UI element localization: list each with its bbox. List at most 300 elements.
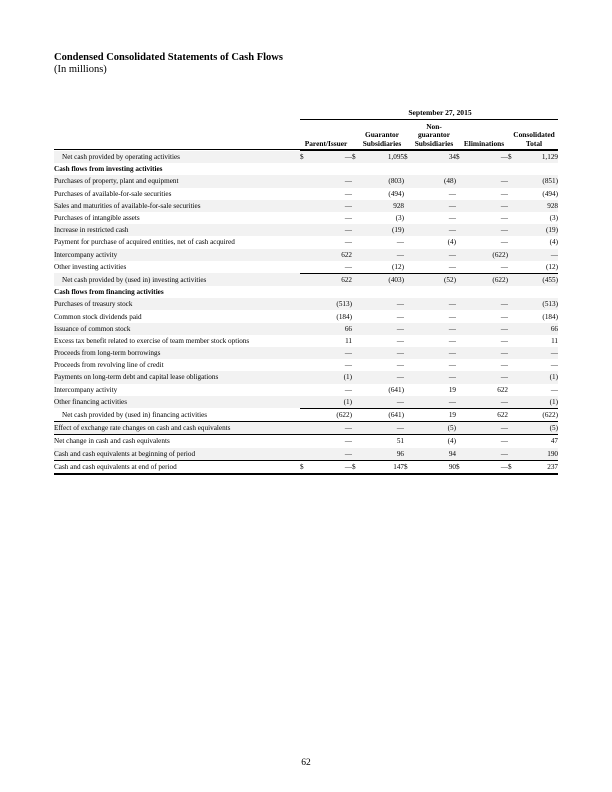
currency-symbol <box>456 335 466 347</box>
column-header-parent-issuer <box>300 122 352 148</box>
column-header-non-guarantor-subsidiaries <box>408 122 460 148</box>
cell-value: — <box>466 200 508 212</box>
cell-value: (851) <box>518 175 558 187</box>
cell-value: — <box>448 189 456 198</box>
cell-value: 96 <box>362 448 404 461</box>
currency-symbol <box>404 310 414 322</box>
row-label: Payment for purchase of acquired entities, net of cash acquired <box>54 238 235 247</box>
currency-symbol <box>352 298 362 310</box>
row-label: Excess tax benefit related to exercise of team member stock options <box>54 336 250 345</box>
row-label: Cash flows from financing activities <box>54 288 164 297</box>
cell-value: — <box>310 448 352 461</box>
cell-value: (403) <box>362 273 404 286</box>
currency-symbol <box>404 422 414 435</box>
currency-symbol <box>352 359 362 371</box>
currency-symbol <box>300 175 310 187</box>
currency-symbol <box>456 396 466 409</box>
cell-value: (4) <box>549 238 558 247</box>
table-row <box>54 460 558 474</box>
table-row <box>54 384 558 396</box>
cell-value: — <box>414 200 456 212</box>
cell-value: — <box>500 312 508 321</box>
cell-value: — <box>362 347 404 359</box>
currency-symbol <box>404 188 414 200</box>
currency-symbol <box>404 335 414 347</box>
currency-symbol <box>508 408 518 421</box>
currency-symbol: $ <box>300 151 310 164</box>
cell-value: 147 <box>362 460 404 474</box>
currency-symbol <box>352 261 362 274</box>
currency-symbol <box>404 371 414 383</box>
currency-symbol <box>456 310 466 322</box>
table-row <box>54 422 558 435</box>
table-row <box>54 310 558 322</box>
cell-value: — <box>310 435 352 448</box>
cell-value: — <box>466 347 508 359</box>
row-label: Cash flows from investing activities <box>54 165 163 174</box>
currency-symbol <box>300 212 310 224</box>
column-header-line: Parent/Issuer <box>304 138 348 148</box>
cell-value: — <box>396 361 404 370</box>
table-row <box>54 371 558 383</box>
table-row <box>54 188 558 200</box>
currency-symbol <box>352 286 362 298</box>
currency-symbol <box>352 347 362 359</box>
cell-value <box>414 163 456 175</box>
currency-symbol <box>404 298 414 310</box>
cell-value: — <box>344 238 352 247</box>
currency-symbol <box>352 212 362 224</box>
currency-symbol <box>352 188 362 200</box>
cell-value: — <box>466 396 508 409</box>
cell-value: — <box>500 361 508 370</box>
cell-value: — <box>448 262 456 271</box>
row-label: Common stock dividends paid <box>54 312 142 321</box>
row-label: Net cash provided by operating activities <box>54 151 300 164</box>
row-label: Issuance of common stock <box>54 323 300 335</box>
cell-value: — <box>344 385 352 394</box>
currency-symbol <box>300 163 310 175</box>
currency-symbol <box>404 347 414 359</box>
currency-symbol <box>404 359 414 371</box>
cell-value <box>310 163 352 175</box>
currency-symbol <box>300 236 310 248</box>
table-row <box>54 435 558 448</box>
table-row <box>54 212 558 224</box>
currency-symbol <box>404 200 414 212</box>
row-label: Purchases of intangible assets <box>54 214 140 223</box>
total-row <box>54 151 558 164</box>
cell-value: (455) <box>518 273 558 286</box>
cell-value: — <box>500 214 508 223</box>
table-row <box>54 249 558 261</box>
cell-value <box>518 163 558 175</box>
cell-value: (48) <box>414 175 456 187</box>
currency-symbol <box>456 261 466 274</box>
cell-value: (5) <box>414 422 456 435</box>
currency-symbol <box>404 236 414 248</box>
cell-value: (622) <box>310 408 352 421</box>
table-row <box>54 359 558 371</box>
cell-value: — <box>448 336 456 345</box>
cell-value: 66 <box>310 323 352 335</box>
currency-symbol <box>300 188 310 200</box>
row-label: Purchases of property, plant and equipment <box>54 175 300 187</box>
currency-symbol <box>352 323 362 335</box>
cell-value: 90 <box>414 460 456 474</box>
column-header-guarantor-subsidiaries <box>356 122 408 148</box>
cell-value: — <box>466 224 508 236</box>
currency-symbol <box>404 261 414 274</box>
row-label: Other investing activities <box>54 263 127 272</box>
cell-value: — <box>344 361 352 370</box>
currency-symbol <box>508 310 518 322</box>
currency-symbol <box>352 335 362 347</box>
currency-symbol <box>508 188 518 200</box>
currency-symbol <box>508 298 518 310</box>
cell-value: 928 <box>518 200 558 212</box>
currency-symbol <box>456 408 466 421</box>
cell-value: (1) <box>310 396 352 409</box>
currency-symbol <box>352 422 362 435</box>
cell-value: 622 <box>310 249 352 261</box>
currency-symbol <box>352 163 362 175</box>
currency-symbol <box>508 396 518 409</box>
cell-value: — <box>396 336 404 345</box>
cell-value: 51 <box>362 435 404 448</box>
cell-value: — <box>344 262 352 271</box>
currency-symbol <box>508 384 518 396</box>
currency-symbol <box>300 359 310 371</box>
cell-value <box>362 286 404 298</box>
currency-symbol <box>352 310 362 322</box>
currency-symbol <box>300 384 310 396</box>
currency-symbol <box>352 448 362 461</box>
table-row <box>54 236 558 248</box>
cell-value: 928 <box>362 200 404 212</box>
cell-value: — <box>310 151 352 164</box>
currency-symbol <box>508 200 518 212</box>
cell-value: — <box>466 151 508 164</box>
currency-symbol <box>300 422 310 435</box>
cell-value: — <box>500 238 508 247</box>
cell-value: 622 <box>466 408 508 421</box>
currency-symbol <box>456 384 466 396</box>
table-row <box>54 261 558 274</box>
cell-value: 66 <box>518 323 558 335</box>
cell-value: (513) <box>518 298 558 310</box>
cell-value <box>518 286 558 298</box>
cell-value: (4) <box>447 238 456 247</box>
currency-symbol <box>404 408 414 421</box>
cell-value: — <box>310 224 352 236</box>
row-label: Effect of exchange rate changes on cash and cash equivalents <box>54 422 300 435</box>
currency-symbol <box>300 347 310 359</box>
cell-value: — <box>344 189 352 198</box>
currency-symbol <box>456 448 466 461</box>
currency-symbol <box>300 371 310 383</box>
cell-value: 622 <box>497 385 508 394</box>
cell-value: (803) <box>362 175 404 187</box>
cell-value: (1) <box>518 396 558 409</box>
currency-symbol <box>404 175 414 187</box>
row-label: Proceeds from long-term borrowings <box>54 347 300 359</box>
section-header-row <box>54 163 558 175</box>
cell-value <box>466 286 508 298</box>
currency-symbol: $ <box>508 151 518 164</box>
cell-value: — <box>414 224 456 236</box>
row-label: Intercompany activity <box>54 385 118 394</box>
currency-symbol <box>404 163 414 175</box>
cell-value: (641) <box>362 408 404 421</box>
cell-value: — <box>310 422 352 435</box>
cell-value: — <box>414 249 456 261</box>
statement-title: Condensed Consolidated Statements of Cash Flows <box>54 52 283 63</box>
cell-value: — <box>466 422 508 435</box>
cell-value: (622) <box>466 249 508 261</box>
page-number: 62 <box>301 758 311 768</box>
cell-value: — <box>500 189 508 198</box>
cell-value: (4) <box>414 435 456 448</box>
cell-value: — <box>518 347 558 359</box>
cell-value <box>466 163 508 175</box>
currency-symbol <box>456 175 466 187</box>
period-header: September 27, 2015 <box>408 108 472 117</box>
cell-value <box>414 286 456 298</box>
row-label: Cash and cash equivalents at end of period <box>54 460 300 474</box>
currency-symbol <box>300 335 310 347</box>
currency-symbol <box>404 286 414 298</box>
row-label: Net cash provided by (used in) financing activities <box>62 410 208 419</box>
currency-symbol <box>300 224 310 236</box>
cell-value: 34 <box>414 151 456 164</box>
cell-value: (184) <box>336 312 352 321</box>
column-header-line: Subsidiaries <box>414 138 454 148</box>
column-header-line: Consolidated <box>513 130 555 140</box>
row-label: Net change in cash and cash equivalents <box>54 435 300 448</box>
table-row <box>54 298 558 310</box>
cell-value: (641) <box>388 385 404 394</box>
column-header-line: Total <box>525 138 543 148</box>
table-row <box>54 323 558 335</box>
currency-symbol <box>456 163 466 175</box>
currency-symbol <box>508 236 518 248</box>
cell-value: (12) <box>546 262 558 271</box>
currency-symbol <box>352 396 362 409</box>
currency-symbol <box>508 335 518 347</box>
section-header-row <box>54 286 558 298</box>
currency-symbol <box>508 422 518 435</box>
cell-value: (12) <box>392 262 404 271</box>
currency-symbol: $ <box>352 460 362 474</box>
total-row <box>54 273 558 286</box>
period-rule <box>300 119 558 120</box>
cell-value: — <box>550 361 558 370</box>
cell-value: — <box>466 435 508 448</box>
currency-symbol <box>456 188 466 200</box>
cell-value: — <box>466 323 508 335</box>
cell-value: (1) <box>518 371 558 383</box>
cell-value: — <box>414 371 456 383</box>
currency-symbol <box>456 200 466 212</box>
cell-value: — <box>310 200 352 212</box>
cell-value: — <box>500 336 508 345</box>
cell-value: — <box>448 312 456 321</box>
cell-value: 11 <box>345 336 352 345</box>
currency-symbol <box>300 286 310 298</box>
cell-value: — <box>466 448 508 461</box>
cell-value: 19 <box>414 408 456 421</box>
cell-value: — <box>500 262 508 271</box>
currency-symbol <box>508 249 518 261</box>
cell-value: — <box>396 312 404 321</box>
cell-value: — <box>310 347 352 359</box>
currency-symbol <box>352 200 362 212</box>
currency-symbol <box>300 448 310 461</box>
currency-symbol: $ <box>508 460 518 474</box>
currency-symbol <box>456 298 466 310</box>
column-header-line: Eliminations <box>463 138 505 148</box>
cell-value: (3) <box>549 214 558 223</box>
currency-symbol <box>508 286 518 298</box>
cell-value: (184) <box>542 312 558 321</box>
cell-value <box>362 163 404 175</box>
column-header-line: Non- <box>426 121 442 131</box>
cell-value: 47 <box>518 435 558 448</box>
currency-symbol <box>508 371 518 383</box>
cell-value: 622 <box>310 273 352 286</box>
row-label: Sales and maturities of available-for-sale securities <box>54 200 300 212</box>
currency-symbol: $ <box>300 460 310 474</box>
cell-value <box>310 286 352 298</box>
cell-value: — <box>448 214 456 223</box>
row-label: Intercompany activity <box>54 249 300 261</box>
cell-value: (494) <box>388 189 404 198</box>
currency-symbol <box>352 224 362 236</box>
cell-value: — <box>362 249 404 261</box>
cell-value: (494) <box>542 189 558 198</box>
currency-symbol <box>352 175 362 187</box>
currency-symbol <box>456 249 466 261</box>
currency-symbol <box>508 224 518 236</box>
currency-symbol: $ <box>456 151 466 164</box>
cell-value: — <box>414 396 456 409</box>
currency-symbol: $ <box>352 151 362 164</box>
total-row <box>54 408 558 421</box>
cell-value: (622) <box>466 273 508 286</box>
cell-value: — <box>466 298 508 310</box>
currency-symbol <box>456 371 466 383</box>
currency-symbol <box>352 435 362 448</box>
cell-value: (19) <box>362 224 404 236</box>
currency-symbol <box>508 273 518 286</box>
cell-value: 1,095 <box>362 151 404 164</box>
table-row <box>54 335 558 347</box>
currency-symbol <box>508 261 518 274</box>
currency-symbol <box>352 408 362 421</box>
cell-value: 1,129 <box>518 151 558 164</box>
table-row <box>54 175 558 187</box>
currency-symbol <box>300 323 310 335</box>
currency-symbol <box>404 396 414 409</box>
column-header-eliminations <box>460 122 508 148</box>
currency-symbol <box>456 236 466 248</box>
currency-symbol <box>352 249 362 261</box>
currency-symbol <box>352 273 362 286</box>
column-header-line: Guarantor <box>364 130 400 140</box>
cell-value: — <box>448 361 456 370</box>
table-row <box>54 347 558 359</box>
currency-symbol <box>508 359 518 371</box>
currency-symbol <box>508 448 518 461</box>
cell-value: — <box>362 371 404 383</box>
currency-symbol <box>404 273 414 286</box>
cell-value: (19) <box>518 224 558 236</box>
currency-symbol <box>404 212 414 224</box>
currency-symbol <box>456 286 466 298</box>
currency-symbol: $ <box>456 460 466 474</box>
cell-value: — <box>362 298 404 310</box>
currency-symbol <box>456 435 466 448</box>
currency-symbol <box>404 448 414 461</box>
cell-value: — <box>518 249 558 261</box>
row-label: Purchases of treasury stock <box>54 298 300 310</box>
row-label: Net cash provided by (used in) investing activities <box>54 273 300 286</box>
cell-value: — <box>310 460 352 474</box>
currency-symbol <box>456 323 466 335</box>
cell-value: 11 <box>551 336 558 345</box>
row-label: Cash and cash equivalents at beginning of period <box>54 448 300 461</box>
currency-symbol <box>300 298 310 310</box>
currency-symbol <box>456 347 466 359</box>
cell-value: 19 <box>448 385 456 394</box>
currency-symbol <box>456 359 466 371</box>
cell-value: — <box>344 214 352 223</box>
currency-symbol <box>300 200 310 212</box>
row-label: Purchases of available-for-sale securities <box>54 189 172 198</box>
currency-symbol <box>456 273 466 286</box>
currency-symbol <box>456 422 466 435</box>
currency-symbol <box>300 249 310 261</box>
cell-value: (622) <box>518 408 558 421</box>
cell-value: — <box>466 175 508 187</box>
currency-symbol <box>352 371 362 383</box>
currency-symbol: $ <box>404 460 414 474</box>
currency-symbol <box>508 212 518 224</box>
currency-symbol <box>300 396 310 409</box>
row-label: Payments on long-term debt and capital lease obligations <box>54 371 300 383</box>
currency-symbol <box>508 347 518 359</box>
cell-value: — <box>362 422 404 435</box>
currency-symbol <box>352 384 362 396</box>
cell-value: (1) <box>310 371 352 383</box>
cell-value: 94 <box>414 448 456 461</box>
currency-symbol <box>508 163 518 175</box>
cell-value: 190 <box>518 448 558 461</box>
cell-value: (513) <box>310 298 352 310</box>
currency-symbol <box>404 435 414 448</box>
column-header-consolidated-total <box>508 122 560 148</box>
currency-symbol <box>404 249 414 261</box>
cell-value: — <box>396 238 404 247</box>
cell-value: — <box>414 323 456 335</box>
currency-symbol <box>404 224 414 236</box>
cell-value: — <box>550 385 558 394</box>
currency-symbol <box>404 323 414 335</box>
cell-value: 237 <box>518 460 558 474</box>
currency-symbol <box>508 435 518 448</box>
table-row <box>54 396 558 409</box>
